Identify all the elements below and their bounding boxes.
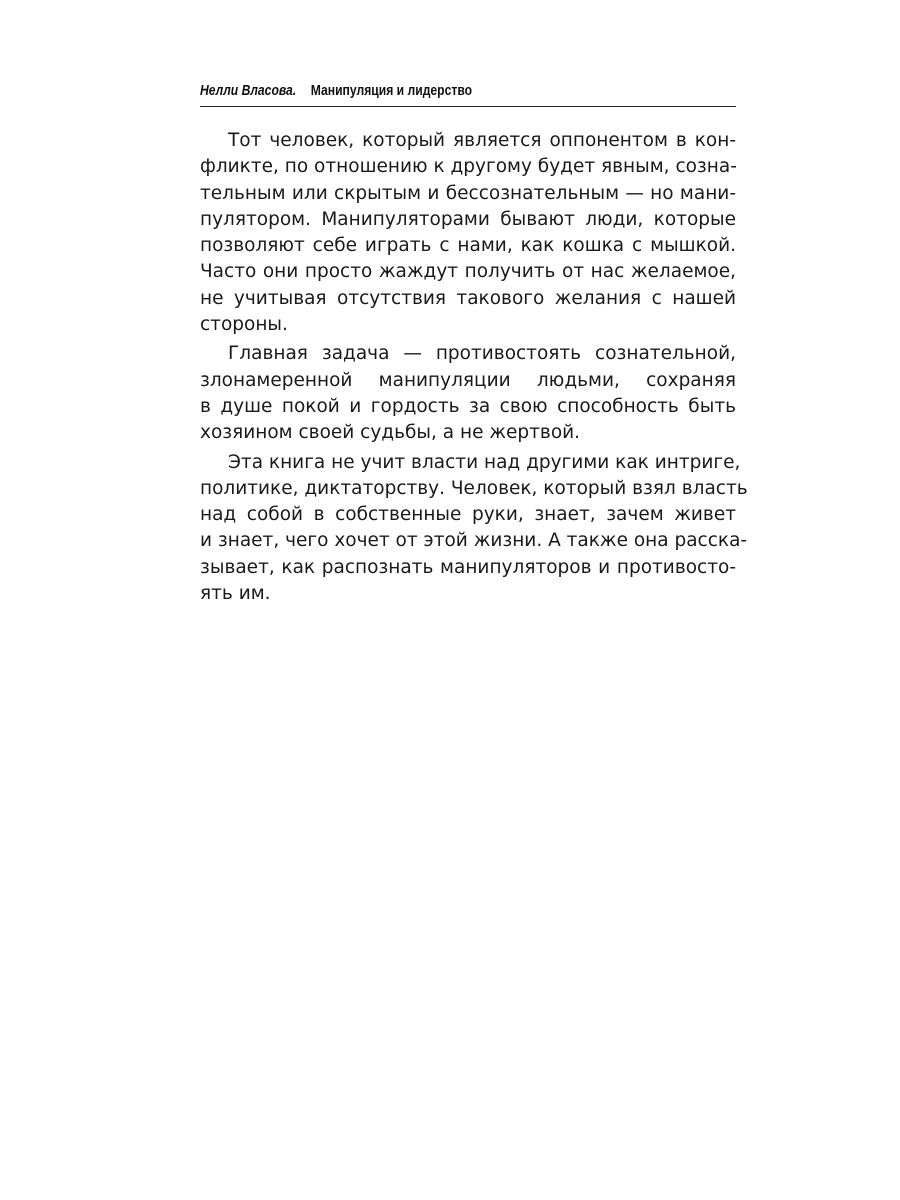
text-line: Эта книга не учит власти над другими как интриге, (228, 451, 741, 473)
text-line: пулятором. Манипуляторами бывают люди, которые (200, 208, 736, 230)
text-line: над собой в собственные руки, знает, зачем живет (200, 504, 736, 526)
paragraph-3 (200, 450, 748, 608)
text-line: ять им. (200, 583, 271, 605)
header-author: Нелли Власова. (200, 82, 297, 99)
text-line: зывает, как распознать манипуляторов и противосто- (200, 556, 736, 578)
text-line: Главная задача — противостоять сознательной, (228, 343, 736, 365)
text-line: хозяином своей судьбы, а не жертвой. (200, 422, 581, 444)
text-line: Часто они просто жаждут получить от нас желаемое, (200, 261, 736, 283)
text-line: политике, диктаторству. Человек, который взял власть (200, 477, 748, 499)
text-line: не учитывая отсутствия такового желания с нашей (200, 287, 736, 309)
paragraph-2 (200, 341, 736, 446)
body-text (200, 128, 748, 610)
header-title: Манипуляция и лидерство (310, 82, 472, 99)
text-line: в душе покой и гордость за свою способность быть (200, 395, 736, 417)
text-line: и знает, чего хочет от этой жизни. А также она расска- (200, 530, 748, 552)
text-line: злонамеренной манипуляции людьми, сохраняя (200, 369, 736, 391)
running-header (200, 82, 736, 107)
text-line: фликте, по отношению к другому будет явным, созна- (200, 156, 737, 178)
text-line: стороны. (200, 314, 288, 336)
text-line: Тот человек, который является оппонентом в кон- (228, 130, 736, 151)
text-line: позволяют себе играть с нами, как кошка с мышкой. (200, 235, 736, 257)
paragraph-1 (200, 128, 736, 338)
text-line: тельным или скрытым и бессознательным — но мани- (200, 182, 736, 204)
